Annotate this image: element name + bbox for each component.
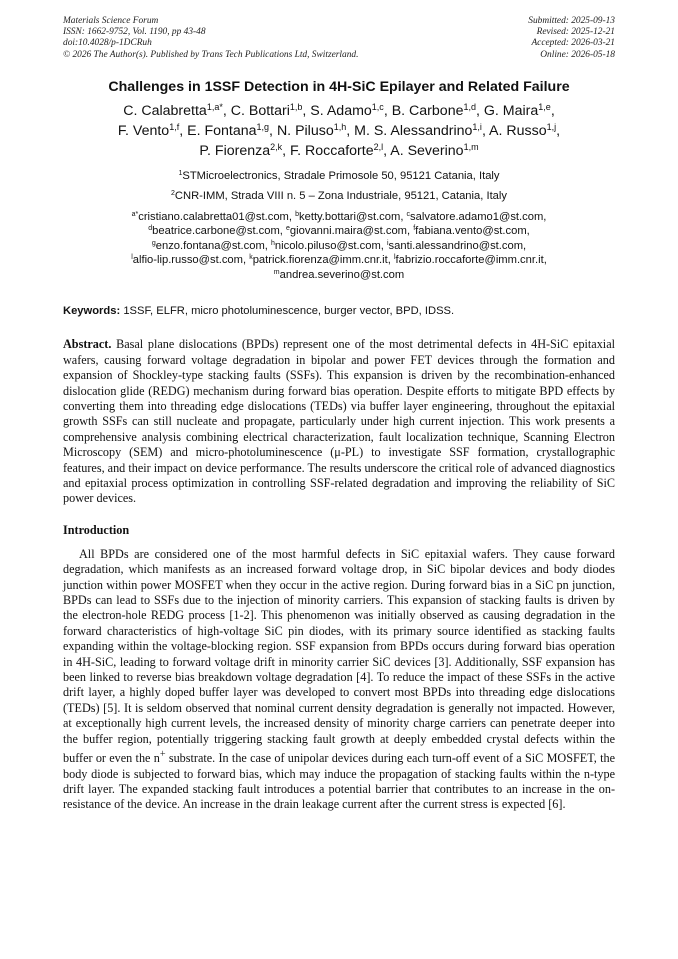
email-address: patrick.fiorenza@imm.cnr.it xyxy=(252,254,388,267)
author-name: M. S. Alessandrino xyxy=(354,122,473,139)
intro-text-part-2: substrate. In the case of unipolar devices during each turn-off event of a SiC MOSFET, the body diode is subjected to forward bias, which may induce the propagation of stacking faults within the n-type drift layer. The expanded stacking fault introduces a potential barrier that contributes to an increase in the on-resistance of the device. An increase in the drain leakage current after the current stress is expected [6]. xyxy=(63,751,615,812)
email-line: $^d$beatrice.carbone@st.com, $^e$giovanni.maira@st.com, $^f$fabiana.vento@st.com, xyxy=(148,225,530,238)
intro-text-part-1: All BPDs are considered one of the most harmful defects in SiC epitaxial wafers. They cause forward degradation, which manifests as an increased forward voltage drop, in SiC bipolar devices and body diodes junction within power MOSFET when they occur in the active region. During forward bias in a SiC pn junction, BPDs can lead to SSFs due to the injection of minority carriers. This expansion of stacking faults is driven by the electron-hole REDG process [1-2]. This phenomenon was initially observed as causing degradation in the forward characteristics of high-voltage SiC pin diodes, with its primary source identified as stacking faults expanding within the voltage-blocking region. SSF expansion from BPDs occurs during forward bias operation in 4H-SiC, leading to forward voltage drift in minority carrier SiC devices [3]. Additionally, SSF expansion has been linked to reverse bias breakdown voltage degradation [4]. To reduce the impact of these SSFs in the active drift layer, a highly doped buffer layer was developed to convert most BPDs into threading edge dislocations (TEDs) [5]. It is seldom observed that nominal current density degradation is generally not impacted. However, at exceptionally high current levels, the increased density of minority charge carriers can penetrate deeper into the buffer region, potentially triggering stacking fault growth at deeply embedded crystal defects within the buffer or even the n xyxy=(63,546,615,766)
email-mark: m xyxy=(273,268,280,276)
email-mark: d xyxy=(148,225,153,233)
email-address: nicolo.piluso@st.com xyxy=(274,239,381,252)
journal-doi: doi:10.4028/p-1DCRuh xyxy=(63,38,152,49)
keywords xyxy=(63,305,615,317)
author-name: P. Fiorenza xyxy=(199,142,271,159)
author-name: E. Fontana xyxy=(187,122,257,139)
email-mark: l xyxy=(393,254,396,262)
author-name: S. Adamo xyxy=(310,102,372,119)
affiliation-text: CNR-IMM, Strada VIII n. 5 – Zona Industriale, 95121, Catania, Italy xyxy=(174,189,507,202)
journal-header xyxy=(63,16,615,61)
author-name: F. Roccaforte xyxy=(290,142,374,159)
email-address: alfio-lip.russo@st.com xyxy=(132,254,243,267)
email-address: santi.alessandrino@st.com xyxy=(388,239,524,252)
author-line: P. Fiorenza$^{2,k}$, F. Roccaforte$^{2,l}$, A. Severino$^{1,m}$ xyxy=(199,141,479,159)
email-list xyxy=(63,210,615,283)
author-affiliation-mark: 1,a* xyxy=(206,101,223,112)
keywords-text: 1SSF, ELFR, micro photoluminescence, burger vector, BPD, IDSS. xyxy=(123,305,455,318)
email-address: enzo.fontana@st.com xyxy=(155,239,265,252)
author-affiliation-mark: 2,l xyxy=(373,141,384,152)
author-name: A. Russo xyxy=(489,122,547,139)
author-name: C. Calabretta xyxy=(123,102,207,119)
email-address: cristiano.calabretta01@st.com xyxy=(138,210,289,223)
author-affiliation-mark: 1,h xyxy=(333,121,347,132)
email-mark: l xyxy=(131,254,133,262)
email-mark: b xyxy=(295,210,300,218)
email-mark: i xyxy=(386,239,389,247)
email-address: beatrice.carbone@st.com xyxy=(152,225,280,238)
keywords-label: Keywords: xyxy=(63,305,121,318)
email-mark: e xyxy=(286,225,290,233)
author-affiliation-mark: 1,e xyxy=(538,101,551,112)
author-name: B. Carbone xyxy=(391,102,464,119)
email-address: fabrizio.roccaforte@imm.cnr.it xyxy=(395,254,544,267)
email-line: $^{a*}$cristiano.calabretta01@st.com, $^b$ketty.bottari@st.com, $^c$salvatore.adamo1@st.com, xyxy=(131,210,547,223)
email-address: salvatore.adamo1@st.com xyxy=(410,210,544,223)
email-mark: h xyxy=(270,239,275,247)
affiliation-1 xyxy=(63,170,615,182)
paper-title: Challenges in 1SSF Detection in 4H-SiC Epilayer and Related Failure xyxy=(108,78,570,95)
author-name: A. Severino xyxy=(390,142,464,159)
author-affiliation-mark: 1,c xyxy=(371,101,384,112)
publication-dates xyxy=(528,16,615,61)
email-mark: k xyxy=(249,254,253,262)
author-list xyxy=(63,101,615,161)
email-address: giovanni.maira@st.com xyxy=(289,225,407,238)
email-address: fabiana.vento@st.com xyxy=(415,225,527,238)
email-address: ketty.bottari@st.com xyxy=(299,210,401,223)
journal-name: Materials Science Forum xyxy=(63,16,159,26)
email-line: $^g$enzo.fontana@st.com, $^h$nicolo.piluso@st.com, $^i$santi.alessandrino@st.com, xyxy=(151,239,527,252)
journal-copyright: © 2026 The Author(s). Published by Trans Tech Publications Ltd, Switzerland. xyxy=(63,49,359,60)
author-affiliation-mark: 1,f xyxy=(169,121,180,132)
author-affiliation-mark: 1,d xyxy=(463,101,476,112)
author-line: C. Calabretta$^{1,a*}$, C. Bottari$^{1,b}$, S. Adamo$^{1,c}$, B. Carbone$^{1,d}$, G. Maira$^{1,e}$, xyxy=(123,101,555,119)
affiliation-mark: 1 xyxy=(178,169,183,177)
author-name: G. Maira xyxy=(483,102,539,119)
abstract-text: Basal plane dislocations (BPDs) represent one of the most detrimental defects in 4H-SiC epitaxial wafers, causing forward voltage degradation in bipolar and power FET devices through the formation and expansion of Shockley-type stacking faults (SSFs). This expansion is driven by the recombination-enhanced dislocation glide (REDG) mechanism during forward bias operation. Despite efforts to mitigate BPD effects by converting them into threading edge dislocations (TEDs) via buffer layer engineering, throughout the epitaxial growth SSFs can still nucleate and propagate, particularly under high current injection. This work presents a comprehensive analysis combining electrical characterization, fault localization technique, Scanning Electron Microscopy (SEM) and micro-photoluminescence (μ-PL) to investigate SSF formation, crystallographic features, and their impact on device performance. The results underscore the critical role of advanced diagnostics and epitaxial process optimization in controlling SSF-related degradation and improving the reliability of SiC power devices. xyxy=(63,337,615,506)
author-affiliation-mark: 1,b xyxy=(289,101,303,112)
date-submitted: Submitted: 2025-09-13 xyxy=(528,16,615,26)
email-mark: f xyxy=(413,225,416,233)
email-mark: a* xyxy=(131,210,139,218)
email-line: $^l$alfio-lip.russo@st.com, $^k$patrick.fiorenza@imm.cnr.it, $^l$fabrizio.roccaforte@imm.cnr.it, xyxy=(131,254,547,267)
author-name: N. Piluso xyxy=(276,122,334,139)
intro-superscript: + xyxy=(159,749,166,761)
author-affiliation-mark: 1,j xyxy=(546,121,557,132)
abstract xyxy=(63,337,615,506)
section-heading-introduction: Introduction xyxy=(63,522,130,537)
author-name: F. Vento xyxy=(117,122,170,139)
email-line xyxy=(63,268,615,283)
affiliation-text: STMicroelectronics, Stradale Primosole 50, 95121 Catania, Italy xyxy=(182,169,500,182)
abstract-label: Abstract. xyxy=(63,337,112,352)
author-line: F. Vento$^{1,f}$, E. Fontana$^{1,g}$, N. Piluso$^{1,h}$, M. S. Alessandrino$^{1,i}$, A. Russo$^{1,j}$, xyxy=(117,121,561,139)
journal-issn: ISSN: 1662-9752, Vol. 1190, pp 43-48 xyxy=(63,27,206,38)
affiliation-2 xyxy=(63,190,615,202)
introduction-paragraph xyxy=(63,547,615,813)
paper-page xyxy=(63,16,615,813)
date-revised: Revised: 2025-12-21 xyxy=(536,27,615,38)
author-affiliation-mark: 1,g xyxy=(256,121,270,132)
email-mark: c xyxy=(406,210,411,218)
date-online: Online: 2026-05-18 xyxy=(540,49,615,60)
journal-info xyxy=(63,16,358,61)
affiliation-mark: 2 xyxy=(171,189,175,197)
author-name: C. Bottari xyxy=(230,102,290,119)
date-accepted: Accepted: 2026-03-21 xyxy=(531,38,615,49)
author-affiliation-mark: 1,m xyxy=(463,141,479,152)
email-mark: g xyxy=(151,239,156,247)
email-address: andrea.severino@st.com xyxy=(279,268,405,281)
author-affiliation-mark: 1,i xyxy=(472,121,482,132)
author-affiliation-mark: 2,k xyxy=(270,141,283,152)
